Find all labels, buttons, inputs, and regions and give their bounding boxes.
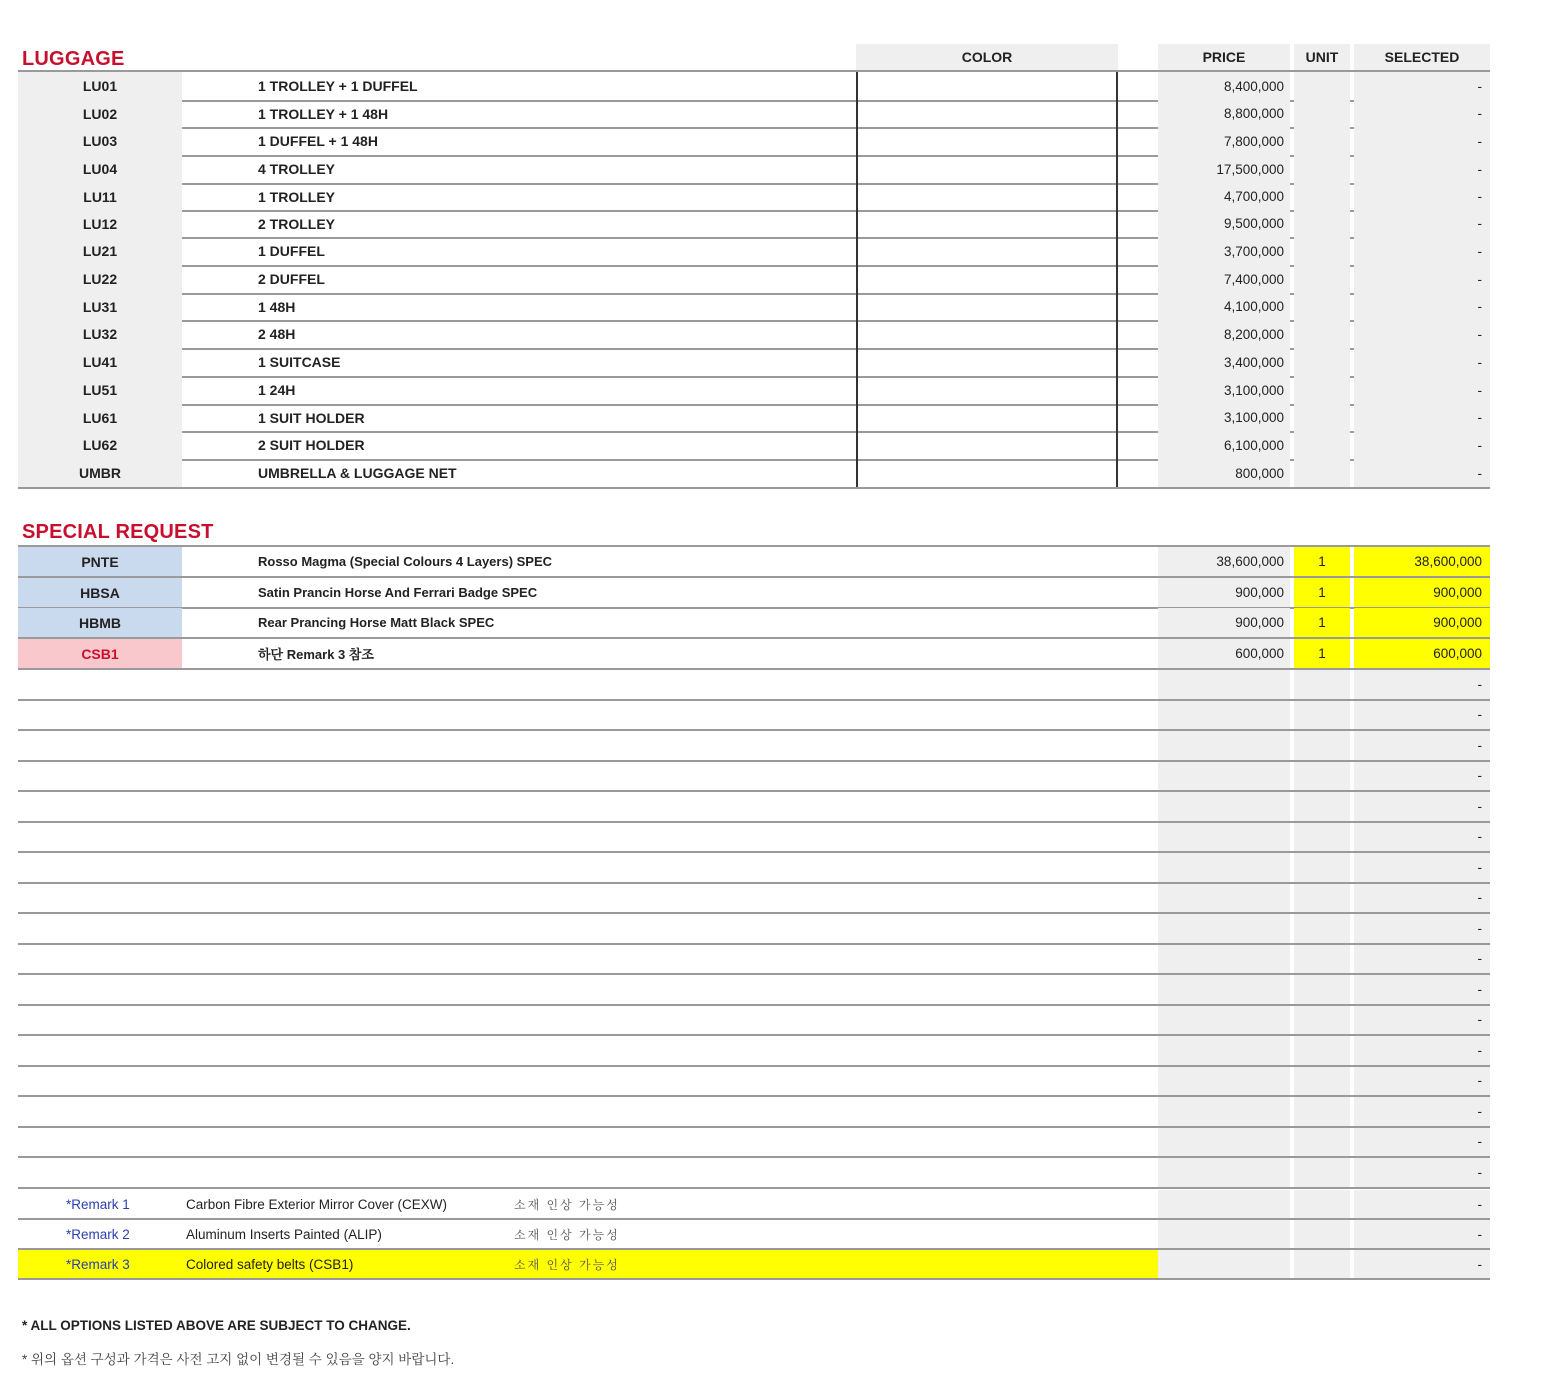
luggage-row: [18, 237, 1490, 267]
special-request-row: [18, 639, 1490, 670]
unit-cell[interactable]: [1294, 823, 1350, 852]
option-code: LU02: [18, 100, 182, 127]
luggage-row: [18, 431, 1490, 461]
color-cell[interactable]: [856, 376, 1118, 404]
selected-cell: -: [1354, 762, 1490, 791]
color-cell[interactable]: [856, 100, 1118, 127]
remark-text: Carbon Fibre Exterior Mirror Cover (CEXW): [186, 1196, 448, 1212]
selected-column-header: SELECTED: [1354, 44, 1490, 70]
selected-cell: -: [1354, 853, 1490, 882]
unit-cell[interactable]: [1294, 670, 1350, 699]
option-code: HBSA: [18, 578, 182, 607]
selected-cell: -: [1354, 265, 1490, 293]
price-cell: [1158, 884, 1290, 913]
selected-cell: -: [1354, 1158, 1490, 1187]
unit-cell[interactable]: [1294, 1006, 1350, 1035]
option-description: 하단 Remark 3 참조: [258, 647, 374, 662]
unit-cell[interactable]: [1294, 155, 1350, 183]
price-cell: 3,100,000: [1158, 404, 1290, 431]
remark-row: [18, 1220, 1490, 1250]
luggage-row: [18, 348, 1490, 378]
option-code: LU12: [18, 210, 182, 237]
option-description: UMBRELLA & LUGGAGE NET: [258, 465, 457, 481]
selected-cell: -: [1354, 670, 1490, 699]
selected-cell: -: [1354, 884, 1490, 913]
option-description: 1 48H: [258, 298, 296, 315]
price-cell: 8,400,000: [1158, 72, 1290, 100]
special-request-row: [18, 608, 1490, 639]
remark-label: *Remark 1: [66, 1196, 130, 1212]
price-cell: 600,000: [1158, 639, 1290, 668]
remark-text: Aluminum Inserts Painted (ALIP): [186, 1226, 382, 1242]
selected-cell: -: [1354, 1006, 1490, 1035]
unit-cell[interactable]: [1294, 975, 1350, 1004]
empty-row: [18, 1158, 1490, 1189]
unit-cell[interactable]: [1294, 376, 1350, 404]
price-cell: [1158, 762, 1290, 791]
color-cell[interactable]: [856, 320, 1118, 348]
option-description: 2 TROLLEY: [258, 215, 336, 232]
price-cell: [1158, 945, 1290, 974]
price-cell: [1158, 1097, 1290, 1126]
selected-cell: -: [1354, 376, 1490, 404]
option-description: 1 SUIT HOLDER: [258, 409, 365, 426]
option-code: LU32: [18, 320, 182, 348]
selected-cell: -: [1354, 404, 1490, 431]
special-request-row: [18, 578, 1490, 609]
unit-cell[interactable]: 1: [1294, 608, 1350, 637]
unit-cell[interactable]: [1294, 100, 1350, 127]
luggage-row: [18, 376, 1490, 406]
unit-cell[interactable]: [1294, 1097, 1350, 1126]
empty-row: [18, 1006, 1490, 1037]
unit-cell[interactable]: [1294, 293, 1350, 320]
special-request-row: [18, 547, 1490, 578]
empty-row: [18, 823, 1490, 854]
option-code: LU62: [18, 431, 182, 459]
unit-cell[interactable]: [1294, 1220, 1350, 1248]
selected-cell: -: [1354, 155, 1490, 183]
option-description: 1 DUFFEL: [258, 243, 325, 259]
price-cell: [1158, 701, 1290, 730]
price-cell: [1158, 1067, 1290, 1096]
unit-cell[interactable]: [1294, 1067, 1350, 1096]
unit-cell[interactable]: [1294, 914, 1350, 943]
option-code: LU04: [18, 155, 182, 183]
option-code: CSB1: [18, 639, 182, 668]
price-cell: 9,500,000: [1158, 210, 1290, 237]
unit-cell[interactable]: 1: [1294, 547, 1350, 576]
special-request-section-title: SPECIAL REQUEST: [22, 521, 214, 543]
option-description: 1 DUFFEL + 1 48H: [258, 133, 378, 149]
selected-cell: -: [1354, 100, 1490, 127]
option-description: 2 DUFFEL: [258, 271, 325, 287]
empty-row: [18, 853, 1490, 884]
color-cell[interactable]: [856, 459, 1118, 487]
selected-cell: -: [1354, 914, 1490, 943]
price-cell: 3,400,000: [1158, 348, 1290, 376]
unit-cell[interactable]: [1294, 1128, 1350, 1157]
luggage-row: [18, 320, 1490, 350]
color-cell[interactable]: [856, 155, 1118, 183]
empty-row: [18, 1036, 1490, 1067]
option-description: Satin Prancin Horse And Ferrari Badge SPEC: [258, 585, 538, 600]
luggage-row: [18, 265, 1490, 295]
luggage-row: [18, 293, 1490, 322]
selected-cell: -: [1354, 293, 1490, 320]
color-cell[interactable]: [856, 265, 1118, 293]
unit-cell[interactable]: [1294, 210, 1350, 237]
option-code: LU01: [18, 72, 182, 100]
unit-cell[interactable]: [1294, 320, 1350, 348]
luggage-row: [18, 183, 1490, 212]
luggage-row: [18, 210, 1490, 239]
unit-cell[interactable]: [1294, 701, 1350, 730]
selected-cell: 900,000: [1354, 578, 1490, 607]
option-description: Rear Prancing Horse Matt Black SPEC: [258, 615, 495, 630]
empty-row: [18, 884, 1490, 915]
footer-disclaimer-ko: * 위의 옵션 구성과 가격은 사전 고지 없이 변경될 수 있음을 양지 바랍니다.: [22, 1352, 455, 1367]
price-cell: [1158, 1250, 1290, 1278]
unit-cell[interactable]: [1294, 1158, 1350, 1187]
selected-cell: -: [1354, 823, 1490, 852]
price-cell: 6,100,000: [1158, 431, 1290, 459]
option-description: 1 24H: [258, 382, 296, 398]
selected-cell: -: [1354, 701, 1490, 730]
price-cell: [1158, 792, 1290, 821]
unit-cell[interactable]: [1294, 431, 1350, 459]
option-code: LU22: [18, 265, 182, 293]
price-cell: 900,000: [1158, 578, 1290, 607]
selected-cell: -: [1354, 1128, 1490, 1157]
unit-cell[interactable]: 1: [1294, 578, 1350, 607]
color-cell[interactable]: [856, 183, 1118, 210]
selected-cell: -: [1354, 792, 1490, 821]
empty-row: [18, 670, 1490, 701]
selected-cell: -: [1354, 1220, 1490, 1248]
price-cell: [1158, 1006, 1290, 1035]
unit-cell[interactable]: [1294, 1036, 1350, 1065]
unit-cell[interactable]: [1294, 884, 1350, 913]
unit-cell[interactable]: [1294, 762, 1350, 791]
price-cell: 8,800,000: [1158, 100, 1290, 127]
unit-cell[interactable]: [1294, 1250, 1350, 1278]
empty-row: [18, 1128, 1490, 1159]
option-code: LU41: [18, 348, 182, 376]
remark-row: [18, 1250, 1490, 1280]
unit-cell[interactable]: [1294, 853, 1350, 882]
selected-cell: -: [1354, 210, 1490, 237]
selected-cell: -: [1354, 1036, 1490, 1065]
luggage-row: [18, 155, 1490, 185]
empty-row: [18, 945, 1490, 976]
luggage-row: [18, 127, 1490, 157]
luggage-row: [18, 404, 1490, 433]
empty-row: [18, 914, 1490, 945]
option-description: 1 TROLLEY + 1 48H: [258, 105, 389, 122]
luggage-row: [18, 100, 1490, 129]
footer-disclaimer-en: * ALL OPTIONS LISTED ABOVE ARE SUBJECT TO CHANGE.: [22, 1318, 411, 1333]
selected-cell: 38,600,000: [1354, 547, 1490, 576]
price-column-header: PRICE: [1158, 44, 1290, 70]
unit-cell[interactable]: [1294, 1190, 1350, 1218]
unit-cell[interactable]: [1294, 945, 1350, 974]
color-cell[interactable]: [856, 72, 1118, 100]
color-cell[interactable]: [856, 293, 1118, 320]
price-cell: [1158, 823, 1290, 852]
price-cell: 800,000: [1158, 459, 1290, 487]
price-cell: 900,000: [1158, 608, 1290, 637]
unit-cell[interactable]: 1: [1294, 639, 1350, 668]
luggage-row: [18, 72, 1490, 102]
unit-cell[interactable]: [1294, 459, 1350, 487]
selected-cell: 900,000: [1354, 608, 1490, 637]
price-cell: [1158, 853, 1290, 882]
unit-cell[interactable]: [1294, 348, 1350, 376]
color-cell[interactable]: [856, 127, 1118, 155]
option-code: LU21: [18, 237, 182, 265]
empty-row: [18, 975, 1490, 1006]
luggage-section-title: LUGGAGE: [22, 48, 125, 70]
option-code: PNTE: [18, 547, 182, 576]
empty-row: [18, 731, 1490, 762]
selected-cell: -: [1354, 459, 1490, 487]
unit-column-header: UNIT: [1294, 44, 1350, 70]
option-description: 1 SUITCASE: [258, 354, 341, 370]
price-cell: [1158, 914, 1290, 943]
selected-cell: -: [1354, 1067, 1490, 1096]
empty-row: [18, 701, 1490, 732]
price-cell: [1158, 975, 1290, 1004]
price-cell: [1158, 1220, 1290, 1248]
luggage-row: [18, 459, 1490, 489]
price-cell: 4,700,000: [1158, 183, 1290, 210]
empty-row: [18, 1097, 1490, 1128]
unit-cell[interactable]: [1294, 265, 1350, 293]
color-cell[interactable]: [856, 431, 1118, 459]
unit-cell[interactable]: [1294, 127, 1350, 155]
selected-cell: -: [1354, 945, 1490, 974]
empty-row: [18, 762, 1490, 793]
remark-label: *Remark 3: [66, 1256, 130, 1272]
unit-cell[interactable]: [1294, 72, 1350, 100]
option-description: Rosso Magma (Special Colours 4 Layers) SPEC: [258, 554, 553, 569]
selected-cell: -: [1354, 72, 1490, 100]
selected-cell: -: [1354, 975, 1490, 1004]
price-cell: 7,400,000: [1158, 265, 1290, 293]
unit-cell[interactable]: [1294, 792, 1350, 821]
option-description: 2 48H: [258, 326, 296, 342]
option-description: 2 SUIT HOLDER: [258, 437, 365, 453]
remark-text: Colored safety belts (CSB1): [186, 1256, 354, 1272]
price-cell: [1158, 1128, 1290, 1157]
option-code: LU11: [18, 183, 182, 210]
option-description: 4 TROLLEY: [258, 161, 336, 177]
price-cell: 7,800,000: [1158, 127, 1290, 155]
option-code: HBMB: [18, 608, 182, 637]
unit-cell[interactable]: [1294, 404, 1350, 431]
price-cell: 8,200,000: [1158, 320, 1290, 348]
option-code: LU51: [18, 376, 182, 404]
color-cell[interactable]: [856, 348, 1118, 376]
price-cell: 3,100,000: [1158, 376, 1290, 404]
price-cell: [1158, 670, 1290, 699]
empty-row: [18, 792, 1490, 823]
selected-cell: -: [1354, 731, 1490, 760]
price-cell: [1158, 1190, 1290, 1218]
selected-cell: -: [1354, 1097, 1490, 1126]
selected-cell: -: [1354, 183, 1490, 210]
color-column-header: COLOR: [856, 44, 1118, 70]
color-cell[interactable]: [856, 404, 1118, 431]
price-cell: [1158, 1158, 1290, 1187]
price-cell: [1158, 1036, 1290, 1065]
selected-cell: -: [1354, 127, 1490, 155]
selected-cell: -: [1354, 1250, 1490, 1278]
option-code: LU31: [18, 293, 182, 320]
selected-cell: -: [1354, 431, 1490, 459]
remark-note: 소재 인상 가능성: [514, 1197, 620, 1212]
option-code: UMBR: [18, 459, 182, 487]
price-cell: [1158, 731, 1290, 760]
price-cell: 4,100,000: [1158, 293, 1290, 320]
option-code: LU03: [18, 127, 182, 155]
remark-row: [18, 1190, 1490, 1220]
unit-cell[interactable]: [1294, 183, 1350, 210]
remark-note: 소재 인상 가능성: [514, 1227, 620, 1242]
unit-cell[interactable]: [1294, 237, 1350, 265]
remark-label: *Remark 2: [66, 1226, 130, 1242]
option-description: 1 TROLLEY + 1 DUFFEL: [258, 78, 418, 94]
price-cell: 3,700,000: [1158, 237, 1290, 265]
selected-cell: -: [1354, 237, 1490, 265]
option-description: 1 TROLLEY: [258, 188, 336, 205]
option-code: LU61: [18, 404, 182, 431]
selected-cell: -: [1354, 348, 1490, 376]
price-cell: 17,500,000: [1158, 155, 1290, 183]
selected-cell: 600,000: [1354, 639, 1490, 668]
price-cell: 38,600,000: [1158, 547, 1290, 576]
color-cell[interactable]: [856, 210, 1118, 237]
color-cell[interactable]: [856, 237, 1118, 265]
unit-cell[interactable]: [1294, 731, 1350, 760]
empty-row: [18, 1067, 1490, 1098]
selected-cell: -: [1354, 320, 1490, 348]
selected-cell: -: [1354, 1190, 1490, 1218]
remark-note: 소재 인상 가능성: [514, 1257, 620, 1272]
